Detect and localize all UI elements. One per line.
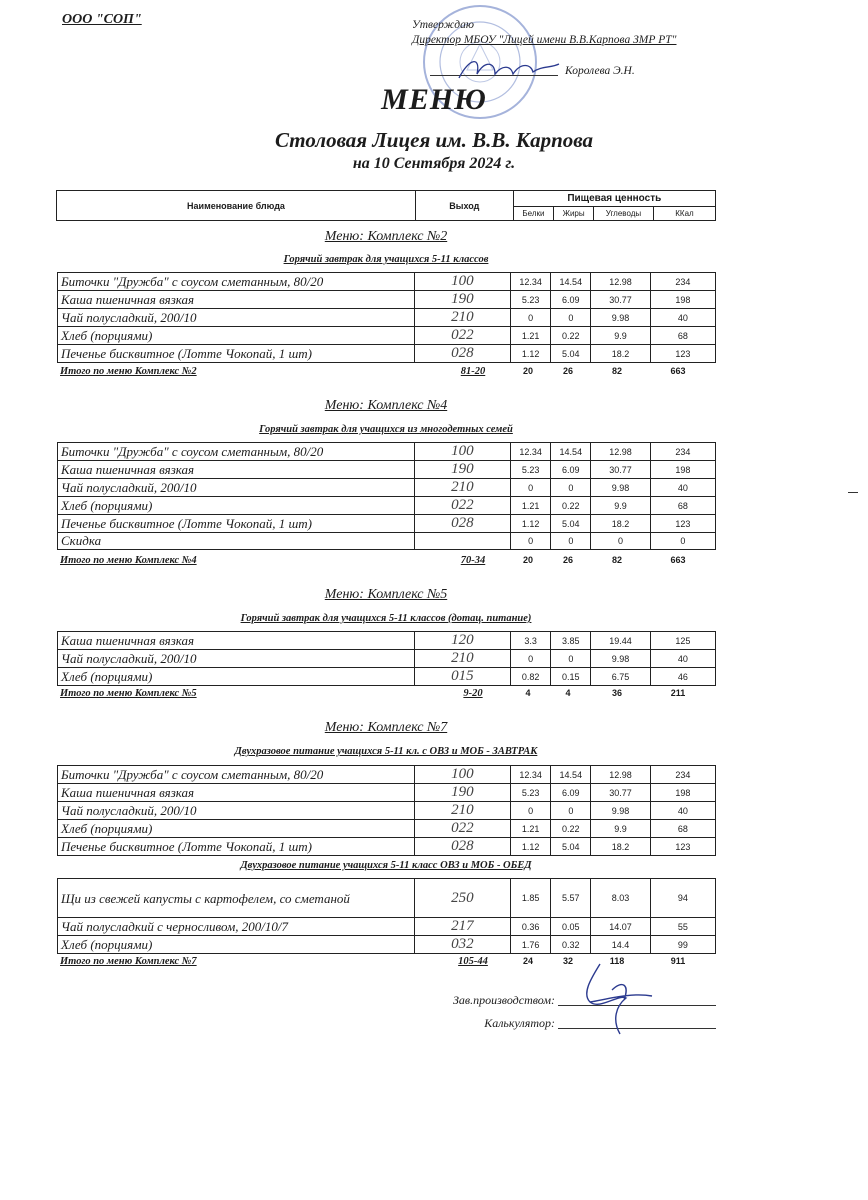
menu-table-complex-4 (57, 442, 716, 550)
table-row (58, 879, 716, 918)
protein: 5.23 (511, 784, 551, 802)
dish-name: Хлеб (порциями) (58, 668, 415, 686)
kcal: 40 (650, 309, 715, 327)
dish-output: 100 (414, 766, 510, 784)
dish-name: Печенье бисквитное (Лотте Чокопай, 1 шт) (58, 345, 415, 363)
protein: 1.21 (511, 497, 551, 515)
total-price: 81-20 (460, 366, 486, 377)
dish-output: 015 (414, 668, 510, 686)
table-row (58, 461, 716, 479)
section-subtitle-complex-7-breakfast: Двухразовое питание учащихся 5-11 кл. с ОВЗ и МОБ - ЗАВТРАК (234, 746, 538, 757)
dish-output: 028 (414, 515, 510, 533)
protein: 0 (511, 650, 551, 668)
dish-name: Хлеб (порциями) (58, 936, 415, 954)
dish-output: 250 (414, 879, 510, 918)
dish-output: 022 (414, 497, 510, 515)
fat: 0.15 (551, 668, 591, 686)
dish-name: Каша пшеничная вязкая (58, 632, 415, 650)
total-price: 105-44 (458, 956, 488, 967)
total-protein: 20 (522, 555, 533, 565)
edge-mark (848, 492, 858, 493)
protein: 12.34 (511, 443, 551, 461)
carbs: 9.9 (591, 327, 650, 345)
dish-name: Чай полусладкий с черносливом, 200/10/7 (58, 918, 415, 936)
total-carbs: 82 (611, 555, 622, 565)
total-carbs: 36 (611, 688, 622, 698)
section-subtitle-complex-7-lunch: Двухразовое питание учащихся 5-11 класс ОВЗ и МОБ - ОБЕД (240, 860, 532, 871)
dish-name: Печенье бисквитное (Лотте Чокопай, 1 шт) (58, 515, 415, 533)
total-price: 9-20 (463, 688, 483, 699)
fat: 5.57 (551, 879, 591, 918)
total-price: 70-34 (460, 555, 486, 566)
table-row (58, 345, 716, 363)
fat-header: Жиры (554, 207, 594, 221)
total-carbs: 118 (609, 956, 625, 966)
company-name: ООО "СОП" (62, 12, 142, 27)
menu-table-complex-7-breakfast (57, 765, 716, 856)
table-row (58, 533, 716, 550)
table-row (58, 273, 716, 291)
protein: 3.3 (511, 632, 551, 650)
dish-name: Каша пшеничная вязкая (58, 291, 415, 309)
protein-header: Белки (513, 207, 554, 221)
page-title: МЕНЮ (381, 83, 487, 116)
table-row (58, 668, 716, 686)
carbs: 12.98 (591, 766, 650, 784)
dish-name: Биточки "Дружба" с соусом сметанным, 80/20 (58, 273, 415, 291)
protein: 0 (511, 309, 551, 327)
dish-name: Печенье бисквитное (Лотте Чокопай, 1 шт) (58, 838, 415, 856)
table-row (58, 309, 716, 327)
kcal: 125 (650, 632, 715, 650)
dish-output (414, 533, 510, 550)
carbs: 12.98 (591, 443, 650, 461)
carbs: 19.44 (591, 632, 650, 650)
total-label: Итого по меню Комплекс №4 (60, 555, 197, 566)
protein: 1.85 (511, 879, 551, 918)
protein: 0 (511, 802, 551, 820)
kcal: 40 (650, 650, 715, 668)
carbs: 30.77 (591, 784, 650, 802)
fat: 0 (551, 309, 591, 327)
total-protein: 4 (525, 688, 531, 698)
dish-output: 210 (414, 309, 510, 327)
protein: 1.76 (511, 936, 551, 954)
fat: 14.54 (551, 766, 591, 784)
dish-output: 028 (414, 838, 510, 856)
kcal: 68 (650, 497, 715, 515)
dish-name: Щи из свежей капусты с картофелем, со сметаной (58, 879, 415, 918)
protein: 0.36 (511, 918, 551, 936)
kcal-header: ККал (653, 207, 715, 221)
fat: 5.04 (551, 345, 591, 363)
total-label: Итого по меню Комплекс №7 (60, 956, 197, 967)
production-manager-label: Зав.производством: (452, 993, 555, 1007)
carbs: 0 (591, 533, 650, 550)
table-row (58, 918, 716, 936)
protein: 1.21 (511, 820, 551, 838)
kcal: 198 (650, 784, 715, 802)
fat: 0.22 (551, 327, 591, 345)
calculator-label: Калькулятор: (484, 1016, 555, 1030)
menu-table-complex-7-lunch (57, 878, 716, 954)
total-carbs: 82 (611, 366, 622, 376)
fat: 5.04 (551, 838, 591, 856)
carbs: 18.2 (591, 838, 650, 856)
kcal: 0 (650, 533, 715, 550)
fat: 0.05 (551, 918, 591, 936)
kcal: 234 (650, 443, 715, 461)
carbs: 9.9 (591, 497, 650, 515)
protein: 1.12 (511, 345, 551, 363)
dish-name: Чай полусладкий, 200/10 (58, 650, 415, 668)
manager-signature (560, 960, 670, 1040)
total-kcal: 211 (670, 688, 686, 698)
kcal: 123 (650, 345, 715, 363)
kcal: 68 (650, 820, 715, 838)
nutrition-header: Пищевая ценность (513, 191, 715, 207)
total-fat: 4 (565, 688, 571, 698)
table-row (58, 479, 716, 497)
total-row-complex-5 (60, 688, 716, 702)
total-label: Итого по меню Комплекс №5 (60, 688, 197, 699)
table-row (58, 838, 716, 856)
dish-output: 032 (414, 936, 510, 954)
fat: 14.54 (551, 273, 591, 291)
table-row (58, 802, 716, 820)
dish-name: Каша пшеничная вязкая (58, 461, 415, 479)
dish-name: Чай полусладкий, 200/10 (58, 802, 415, 820)
table-row (58, 497, 716, 515)
dish-output: 190 (414, 784, 510, 802)
approval-block (412, 18, 712, 48)
dish-name: Каша пшеничная вязкая (58, 784, 415, 802)
dish-output: 100 (414, 273, 510, 291)
director-signature (455, 52, 565, 84)
dish-name: Биточки "Дружба" с соусом сметанным, 80/20 (58, 443, 415, 461)
table-row (58, 327, 716, 345)
total-fat: 26 (562, 366, 573, 376)
kcal: 46 (650, 668, 715, 686)
fat: 0 (551, 802, 591, 820)
total-protein: 20 (522, 366, 533, 376)
protein: 1.21 (511, 327, 551, 345)
carbs: 18.2 (591, 345, 650, 363)
total-fat: 26 (562, 555, 573, 565)
kcal: 40 (650, 802, 715, 820)
dish-name: Хлеб (порциями) (58, 497, 415, 515)
total-fat: 32 (562, 956, 573, 966)
dish-name: Биточки "Дружба" с соусом сметанным, 80/20 (58, 766, 415, 784)
menu-table-complex-2 (57, 272, 716, 363)
kcal: 198 (650, 461, 715, 479)
carbs: 14.4 (591, 936, 650, 954)
fat: 3.85 (551, 632, 591, 650)
dish-name: Хлеб (порциями) (58, 820, 415, 838)
fat: 0 (551, 650, 591, 668)
dish-output: 022 (414, 327, 510, 345)
carbs: 14.07 (591, 918, 650, 936)
table-row (58, 784, 716, 802)
section-subtitle-complex-2: Горячий завтрак для учащихся 5-11 классов (283, 254, 489, 265)
dish-output: 120 (414, 632, 510, 650)
dish-output: 028 (414, 345, 510, 363)
dish-name: Чай полусладкий, 200/10 (58, 309, 415, 327)
approve-label: Утверждаю (412, 19, 474, 31)
kcal: 40 (650, 479, 715, 497)
carbs: 6.75 (591, 668, 650, 686)
section-title-complex-4: Меню: Комплекс №4 (324, 398, 448, 413)
protein: 12.34 (511, 273, 551, 291)
carbs: 8.03 (591, 879, 650, 918)
protein: 12.34 (511, 766, 551, 784)
carbs: 12.98 (591, 273, 650, 291)
table-header (56, 190, 716, 221)
protein: 5.23 (511, 461, 551, 479)
kcal: 234 (650, 766, 715, 784)
fat: 0.22 (551, 820, 591, 838)
fat: 6.09 (551, 461, 591, 479)
total-row-complex-2 (60, 366, 716, 380)
carbs: 9.9 (591, 820, 650, 838)
dish-output: 022 (414, 820, 510, 838)
kcal: 68 (650, 327, 715, 345)
page-subtitle: Столовая Лицея им. В.В. Карпова (274, 128, 594, 152)
dish-output: 190 (414, 291, 510, 309)
kcal: 123 (650, 515, 715, 533)
fat: 6.09 (551, 784, 591, 802)
table-row (58, 936, 716, 954)
table-row (58, 820, 716, 838)
protein: 0.82 (511, 668, 551, 686)
carbs: 30.77 (591, 461, 650, 479)
table-row (58, 515, 716, 533)
dish-output: 210 (414, 479, 510, 497)
kcal: 99 (650, 936, 715, 954)
carbs: 18.2 (591, 515, 650, 533)
total-kcal: 663 (670, 366, 686, 376)
director-name: Королева Э.Н. (565, 65, 635, 77)
kcal: 55 (650, 918, 715, 936)
table-row (58, 766, 716, 784)
section-subtitle-complex-5: Горячий завтрак для учащихся 5-11 классов (дотац. питание) (240, 613, 532, 624)
dish-output: 100 (414, 443, 510, 461)
protein: 0 (511, 533, 551, 550)
fat: 0.22 (551, 497, 591, 515)
fat: 0 (551, 533, 591, 550)
carbs-header: Углеводы (593, 207, 653, 221)
menu-table-complex-5 (57, 631, 716, 686)
dish-column-header: Наименование блюда (57, 191, 416, 221)
fat: 6.09 (551, 291, 591, 309)
section-subtitle-complex-4: Горячий завтрак для учащихся из многодетных семей (259, 424, 513, 435)
total-kcal: 663 (670, 555, 686, 565)
table-row (58, 650, 716, 668)
table-row (58, 291, 716, 309)
kcal: 198 (650, 291, 715, 309)
carbs: 9.98 (591, 479, 650, 497)
table-row (58, 443, 716, 461)
total-kcal: 911 (670, 956, 686, 966)
protein: 1.12 (511, 838, 551, 856)
carbs: 9.98 (591, 802, 650, 820)
protein: 0 (511, 479, 551, 497)
dish-name: Скидка (58, 533, 415, 550)
dish-output: 210 (414, 802, 510, 820)
output-column-header: Выход (415, 191, 513, 221)
dish-output: 217 (414, 918, 510, 936)
protein: 5.23 (511, 291, 551, 309)
total-label: Итого по меню Комплекс №2 (60, 366, 197, 377)
kcal: 123 (650, 838, 715, 856)
section-title-complex-2: Меню: Комплекс №2 (324, 229, 448, 244)
carbs: 9.98 (591, 650, 650, 668)
total-protein: 24 (522, 956, 533, 966)
dish-name: Хлеб (порциями) (58, 327, 415, 345)
approve-position: Директор МБОУ "Лицей имени В.В.Карпова ЗМР РТ" (412, 34, 677, 46)
menu-date: на 10 Сентября 2024 г. (352, 155, 516, 172)
kcal: 234 (650, 273, 715, 291)
fat: 5.04 (551, 515, 591, 533)
total-row-complex-4 (60, 555, 716, 569)
carbs: 9.98 (591, 309, 650, 327)
fat: 0.32 (551, 936, 591, 954)
section-title-complex-7: Меню: Комплекс №7 (324, 720, 448, 735)
kcal: 94 (650, 879, 715, 918)
protein: 1.12 (511, 515, 551, 533)
table-row (58, 632, 716, 650)
dish-name: Чай полусладкий, 200/10 (58, 479, 415, 497)
fat: 14.54 (551, 443, 591, 461)
carbs: 30.77 (591, 291, 650, 309)
dish-output: 210 (414, 650, 510, 668)
dish-output: 190 (414, 461, 510, 479)
section-title-complex-5: Меню: Комплекс №5 (324, 587, 448, 602)
fat: 0 (551, 479, 591, 497)
